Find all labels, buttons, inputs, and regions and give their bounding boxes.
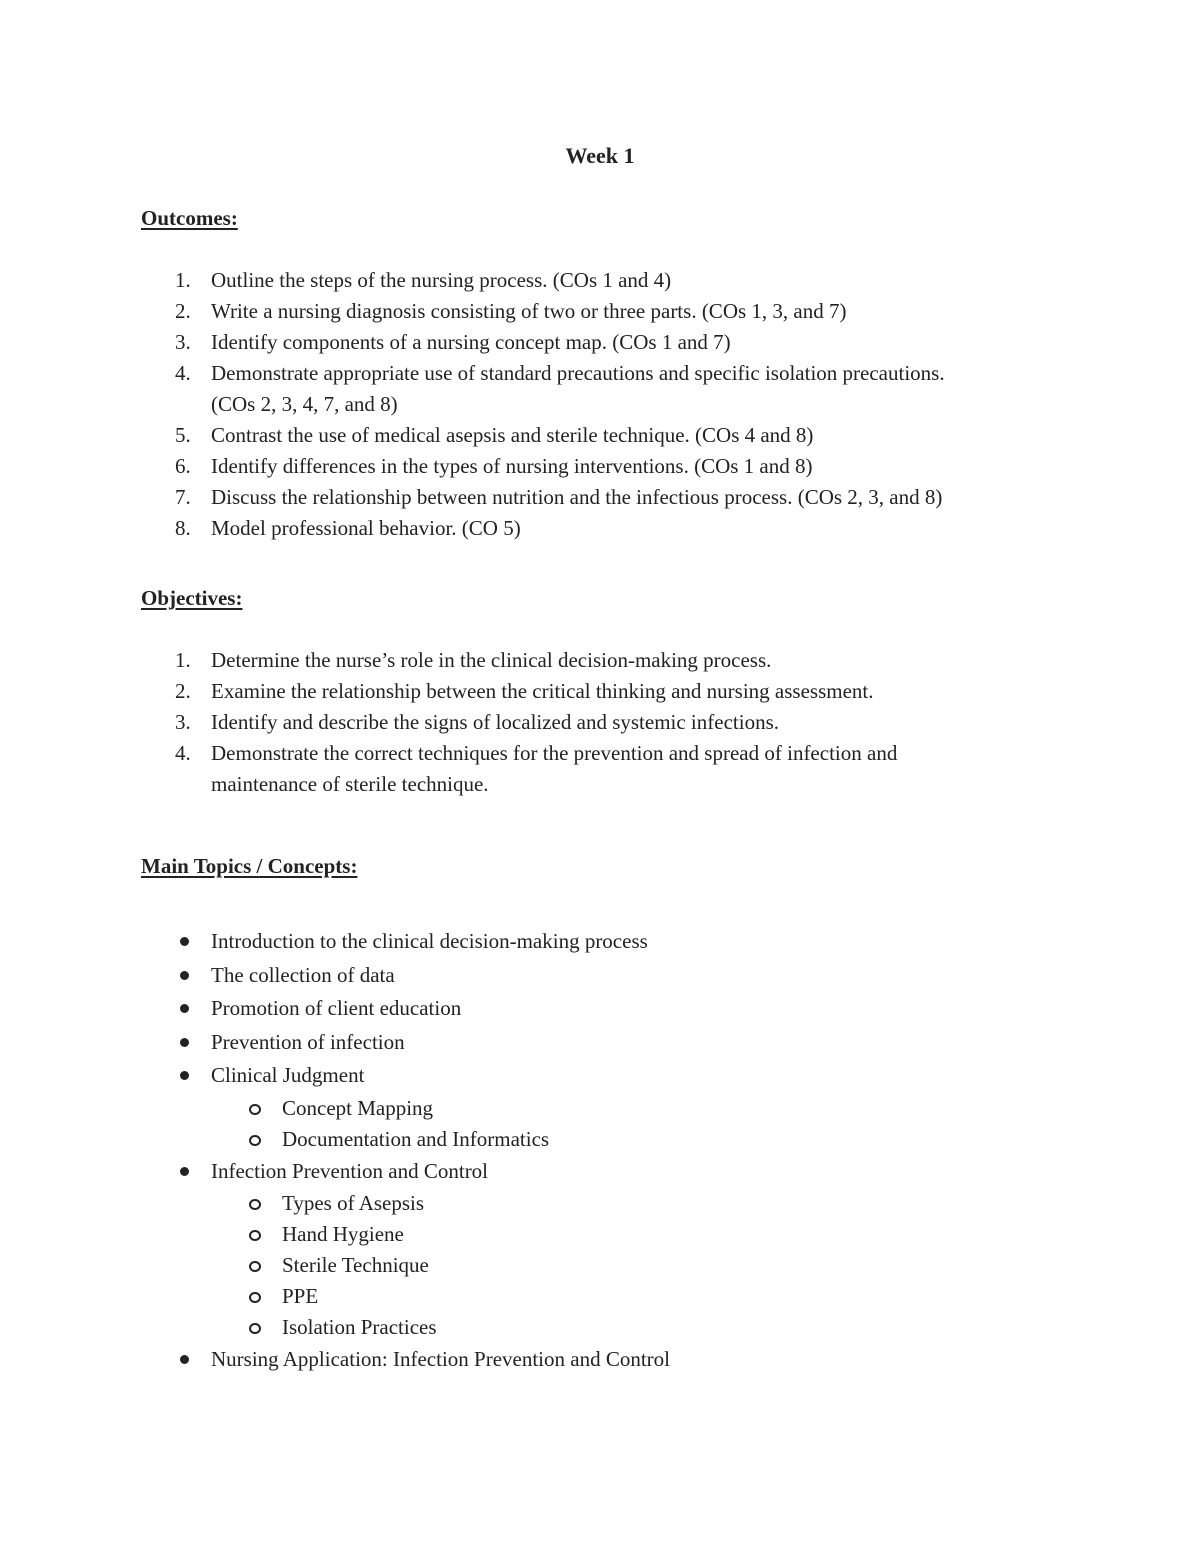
item-text-line: Write a nursing diagnosis consisting of two or three parts. (COs 1, 3, and 7) (211, 299, 847, 323)
bullet-dot-icon (180, 1038, 189, 1047)
bullet-dot-icon (180, 1004, 189, 1013)
objectives-list (141, 645, 1101, 800)
topic-item (141, 1026, 1101, 1060)
item-text-line: Demonstrate appropriate use of standard precautions and specific isolation precautions. (211, 361, 945, 385)
bullet-dot-icon (180, 1355, 189, 1364)
subtopic-label: Types of Asepsis (282, 1191, 425, 1215)
subtopic-item (211, 1250, 1101, 1281)
item-number: 8. (175, 516, 191, 540)
item-text-line: Identify differences in the types of nursing interventions. (COs 1 and 8) (211, 454, 813, 478)
item-text-line: Identify components of a nursing concept map. (COs 1 and 7) (211, 330, 731, 354)
subtopic-item (211, 1188, 1101, 1219)
objective-item (141, 645, 1101, 676)
outcomes-heading: Outcomes: (141, 206, 238, 230)
bullet-circle-icon (249, 1230, 261, 1241)
bullet-circle-icon (249, 1292, 261, 1303)
bullet-dot-icon (180, 1167, 189, 1176)
topics-list (141, 925, 1101, 1377)
outcome-item (141, 420, 1101, 451)
item-number: 2. (175, 679, 191, 703)
outcome-item (141, 482, 1101, 513)
bullet-dot-icon (180, 1071, 189, 1080)
outcomes-list (141, 265, 1101, 544)
topic-label: Introduction to the clinical decision-making process (211, 929, 648, 953)
item-text-line: maintenance of sterile technique. (211, 772, 489, 796)
bullet-circle-icon (249, 1261, 261, 1272)
bullet-circle-icon (249, 1199, 261, 1210)
bullet-dot-icon (180, 971, 189, 980)
page-title: Week 1 (565, 143, 635, 168)
item-text-line: Determine the nurse’s role in the clinical decision-making process. (211, 648, 772, 672)
topic-item (141, 1343, 1101, 1377)
subtopic-item (211, 1093, 1101, 1124)
topic-label: Nursing Application: Infection Prevention and Control (211, 1347, 671, 1371)
objective-item (141, 738, 1101, 800)
objective-item (141, 707, 1101, 738)
topic-label: Prevention of infection (211, 1029, 405, 1054)
item-number: 1. (175, 648, 191, 672)
item-text-line: Demonstrate the correct techniques for the prevention and spread of infection and (211, 741, 898, 765)
item-text-line: Contrast the use of medical asepsis and sterile technique. (COs 4 and 8) (211, 423, 814, 447)
subtopic-item (211, 1219, 1101, 1250)
subtopic-item (211, 1124, 1101, 1155)
topic-label: Infection Prevention and Control (211, 1158, 489, 1183)
outcome-item (141, 513, 1101, 544)
bullet-dot-icon (180, 937, 189, 946)
subtopic-label: Sterile Technique (282, 1253, 429, 1277)
item-number: 6. (175, 454, 191, 478)
topic-label: The collection of data (211, 962, 395, 987)
subtopic-label: Documentation and Informatics (282, 1126, 550, 1151)
bullet-circle-icon (249, 1104, 261, 1115)
item-number: 7. (175, 485, 191, 509)
outcome-item (141, 327, 1101, 358)
item-number: 3. (175, 330, 191, 354)
subtopic-label: PPE (282, 1284, 319, 1308)
topic-item (141, 992, 1101, 1026)
outcome-item (141, 265, 1101, 296)
topic-item (141, 959, 1101, 993)
outcome-item (141, 296, 1101, 327)
bullet-circle-icon (249, 1135, 261, 1146)
item-number: 5. (175, 423, 191, 447)
topic-label: Promotion of client education (211, 996, 462, 1020)
item-text-line: Identify and describe the signs of localized and systemic infections. (211, 710, 779, 734)
topic-item (141, 1059, 1101, 1155)
item-number: 2. (175, 299, 191, 323)
objective-item (141, 676, 1101, 707)
item-text-line: Model professional behavior. (CO 5) (211, 516, 521, 540)
outcome-item (141, 358, 1101, 420)
outcome-item (141, 451, 1101, 482)
topic-item (141, 925, 1101, 959)
item-text-line: Examine the relationship between the critical thinking and nursing assessment. (211, 679, 874, 703)
item-number: 1. (175, 268, 191, 292)
bullet-circle-icon (249, 1323, 261, 1334)
subtopic-label: Hand Hygiene (282, 1222, 404, 1246)
subtopic-item (211, 1281, 1101, 1312)
objectives-heading: Objectives: (141, 586, 243, 610)
topic-item (141, 1155, 1101, 1344)
subtopic-item (211, 1312, 1101, 1343)
item-number: 3. (175, 710, 191, 734)
topic-label: Clinical Judgment (211, 1063, 365, 1087)
item-number: 4. (175, 361, 191, 385)
item-number: 4. (175, 741, 191, 765)
item-text-line: Outline the steps of the nursing process. (COs 1 and 4) (211, 268, 672, 292)
topics-heading: Main Topics / Concepts: (141, 854, 358, 878)
item-text-line: (COs 2, 3, 4, 7, and 8) (211, 392, 398, 416)
subtopic-label: Isolation Practices (282, 1315, 437, 1339)
subtopic-label: Concept Mapping (282, 1095, 434, 1120)
item-text-line: Discuss the relationship between nutrition and the infectious process. (COs 2, 3, and 8) (211, 485, 943, 509)
